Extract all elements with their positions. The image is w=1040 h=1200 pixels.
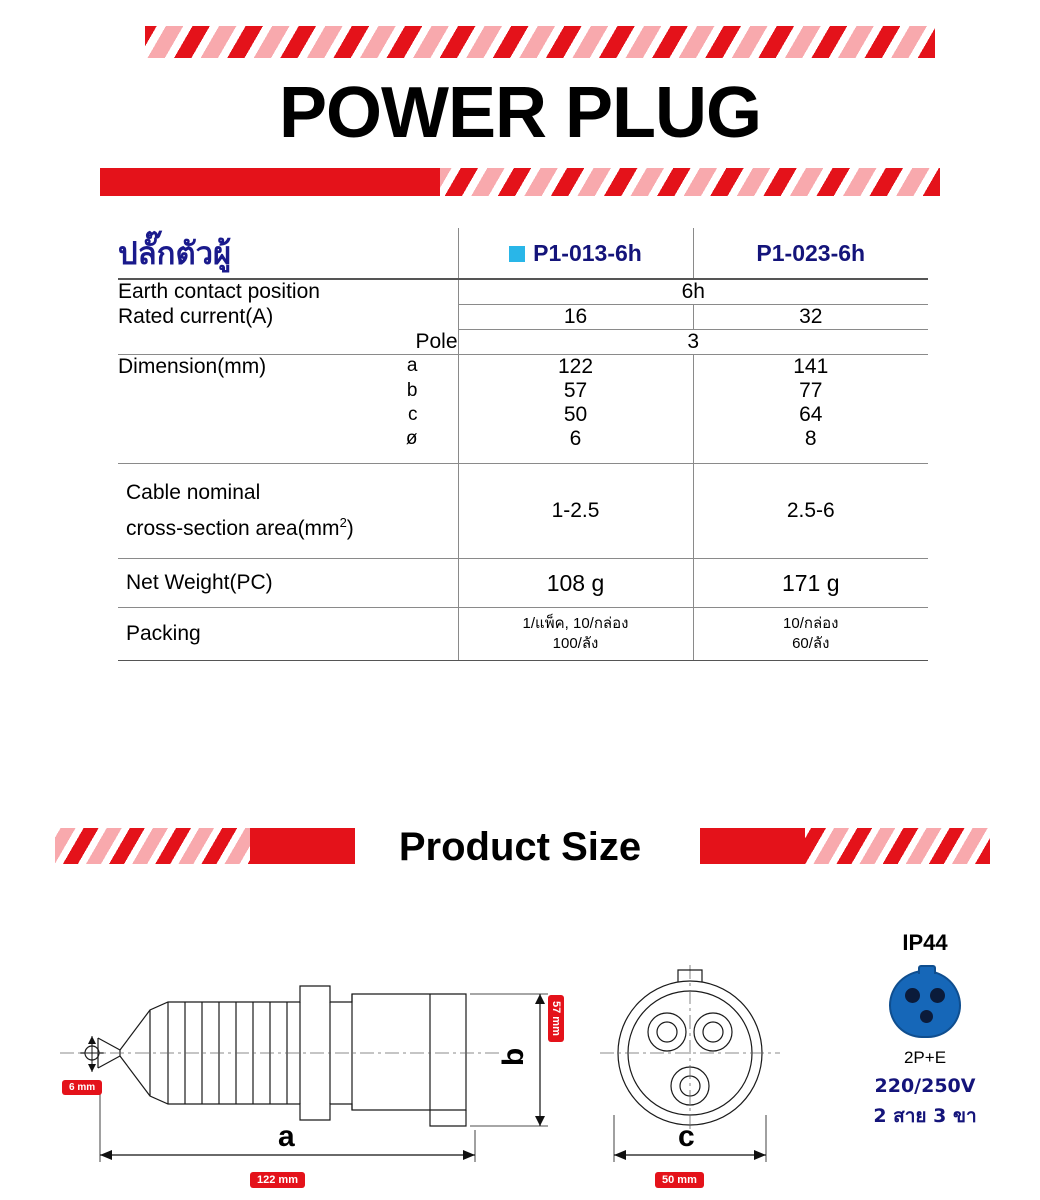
row-label-cable-area [118, 464, 458, 559]
wire-config-thai-label: 2 สาย 3 ขา [873, 1105, 977, 1127]
row-label-earth-contact: Earth contact position [118, 280, 320, 304]
row-label-dimension-b [118, 379, 458, 403]
row-value-dimension-dia-2: 8 [693, 427, 928, 464]
table-row-pole [118, 330, 928, 355]
color-swatch-icon [509, 246, 525, 262]
ip-rating-label: IP44 [902, 930, 948, 955]
row-value-cable-area-2: 2.5-6 [693, 464, 928, 559]
tag-length-a: 122 mm [250, 1172, 305, 1188]
page-title: POWER PLUG [278, 73, 761, 153]
column-header-model-2: P1-023-6h [693, 228, 928, 279]
row-value-earth-contact: 6h [458, 279, 928, 305]
row-value-dimension-b-1: 57 [458, 379, 693, 403]
row-label-net-weight: Net Weight(PC) [118, 559, 458, 608]
ip-rating-block [835, 930, 1015, 1128]
packing-1-line1: 1/แพ็ค, 10/กล่อง [522, 615, 629, 632]
decorative-stripe-top [145, 26, 935, 58]
table-row-earth-contact [118, 279, 928, 305]
row-value-dimension-c-1: 50 [458, 403, 693, 427]
decorative-stripe-middle [100, 168, 940, 196]
dimension-label-a: a [278, 1120, 295, 1153]
cable-label-superscript: 2 [339, 515, 347, 530]
cable-label-end: ) [346, 517, 354, 540]
technical-drawings [0, 890, 1040, 1200]
row-label-rated-current: Rated current(A) [118, 305, 274, 328]
row-value-dimension-a-2: 141 [693, 355, 928, 380]
table-row-cable-area [118, 464, 928, 559]
product-size-banner [0, 820, 1040, 880]
row-label-dimension [118, 355, 458, 380]
table-title-thai: ปลั๊กตัวผู้ [118, 228, 458, 279]
row-value-net-weight-2: 171 g [693, 559, 928, 608]
row-value-packing-2 [693, 608, 928, 661]
table-row-dimension-c [118, 403, 928, 427]
row-value-cable-area-1: 1-2.5 [458, 464, 693, 559]
dimension-letter-a: a [406, 355, 418, 376]
table-row-rated-current [118, 305, 928, 330]
dimension-label-b: b [497, 1047, 531, 1067]
row-value-net-weight-1: 108 g [458, 559, 693, 608]
packing-2-line2: 60/ลัง [792, 635, 830, 652]
cable-label-line1: Cable nominal [126, 481, 261, 504]
table-row-net-weight [118, 559, 928, 608]
row-value-dimension-dia-1: 6 [458, 427, 693, 464]
row-value-dimension-b-2: 77 [693, 379, 928, 403]
dimension-letter-diameter: ø [405, 428, 418, 449]
dimension-letter-b: b [406, 380, 418, 401]
voltage-label: 220/250V [874, 1075, 976, 1097]
tag-width-c: 50 mm [655, 1172, 704, 1188]
row-value-dimension-a-1: 122 [458, 355, 693, 380]
table-row-dimension-dia [118, 427, 928, 464]
dimension-label-c: c [678, 1120, 695, 1153]
pole-configuration-label: 2P+E [903, 1048, 947, 1067]
tag-height-b: 57 mm [548, 995, 564, 1042]
packing-2-line1: 10/กล่อง [783, 615, 839, 632]
row-value-rated-current-2: 32 [693, 305, 928, 330]
plug-face-icon [889, 970, 961, 1038]
row-label-pole: Pole [118, 330, 458, 355]
product-size-title: Product Size [398, 825, 642, 869]
specification-table [118, 228, 928, 661]
row-label-dimension-text: Dimension(mm) [118, 355, 267, 378]
dimension-letter-c: c [408, 404, 418, 425]
header-banner [0, 0, 1040, 215]
table-header-row [118, 228, 928, 279]
row-value-dimension-c-2: 64 [693, 403, 928, 427]
row-value-pole: 3 [458, 330, 928, 355]
row-label-dimension-c [118, 403, 458, 427]
tag-hole-diameter: 6 mm [62, 1080, 102, 1095]
cable-label-line2: cross-section area(mm [126, 517, 340, 540]
table-row-dimension-b [118, 379, 928, 403]
row-value-rated-current-1: 16 [458, 305, 693, 330]
table-row-packing [118, 608, 928, 661]
table-row-dimension-a [118, 355, 928, 380]
row-value-packing-1 [458, 608, 693, 661]
row-label-packing: Packing [118, 608, 458, 661]
column-header-model-1: P1-013-6h [458, 228, 693, 279]
row-label-dimension-dia [118, 427, 458, 464]
packing-1-line2: 100/ลัง [552, 635, 599, 652]
